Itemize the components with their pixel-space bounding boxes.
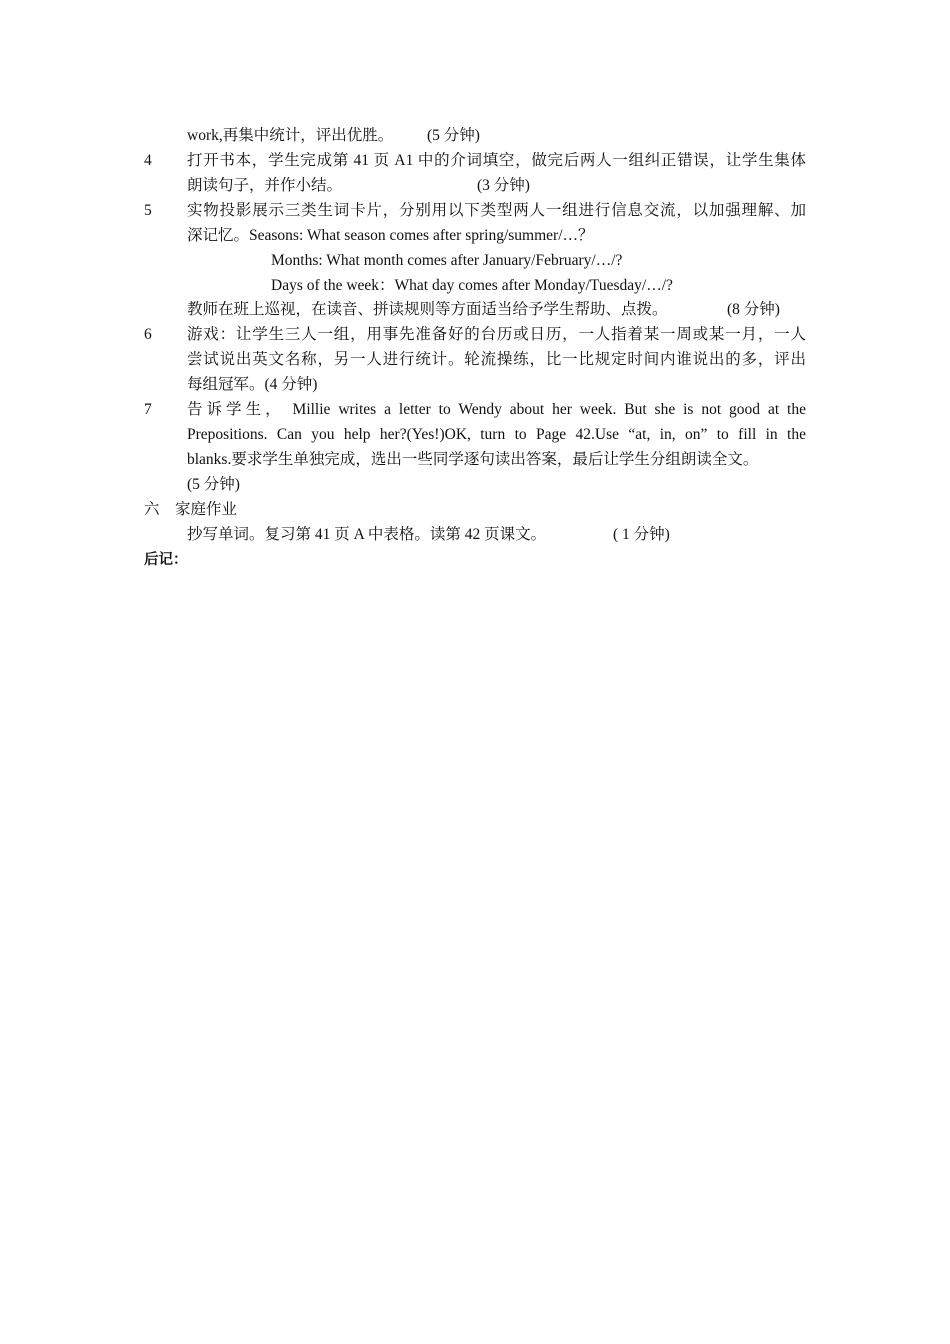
step-5-sub-line-months: Months: What month comes after January/February/…/?	[271, 252, 623, 269]
step-5-note: 教师在班上巡视，在读音、拼读规则等方面适当给予学生帮助、点拨。	[187, 301, 668, 318]
step-7-line-1: 告诉学生， Millie writes a letter to Wendy about her week. But she is not good at the	[187, 401, 806, 418]
step-6-line-1: 游戏：让学生三人一组，用事先准备好的台历或日历，一人指着某一周或某一月，一人	[187, 326, 806, 343]
step-5-sub-line-days: Days of the week：What day comes after Monday/Tuesday/…/?	[271, 277, 673, 294]
step-6-last-line: 每组冠军。(4 分钟)	[187, 376, 318, 393]
homework-time: ( 1 分钟)	[613, 526, 670, 543]
section-number-homework: 六	[144, 501, 160, 518]
step-5-time: (8 分钟)	[727, 301, 780, 318]
step-5-line-1: 实物投影展示三类生词卡片，分别用以下类型两人一组进行信息交流，以加强理解、加	[187, 202, 806, 219]
afterword-label: 后记：	[144, 552, 188, 568]
step-number-4: 4	[144, 152, 152, 169]
homework-text: 抄写单词。复习第 41 页 A 中表格。读第 42 页课文。	[187, 526, 547, 543]
step-number-7: 7	[144, 401, 152, 418]
step-5-last-line: 深记忆。Seasons: What season comes after spring/summer/…？	[187, 227, 594, 244]
step-4-time: (3 分钟)	[477, 177, 530, 194]
continuation-text: work,再集中统计，评出优胜。	[187, 127, 394, 144]
step-4-last-line: 朗读句子，并作小结。	[187, 177, 343, 194]
step-7-line-2: Prepositions. Can you help her?(Yes!)OK, turn to Page 42.Use “at, in, on” to fill in the	[187, 426, 806, 443]
step-number-5: 5	[144, 202, 152, 219]
section-heading-homework: 家庭作业	[175, 501, 238, 518]
step-7-last-line: (5 分钟)	[187, 476, 240, 493]
continuation-time: (5 分钟)	[427, 127, 480, 144]
step-4-line-1: 打开书本，学生完成第 41 页 A1 中的介词填空，做完后两人一组纠正错误，让学生集体	[187, 152, 806, 169]
step-7-line-3: blanks.要求学生单独完成，选出一些同学逐句读出答案，最后让学生分组朗读全文。	[187, 451, 759, 468]
continuation-line	[187, 126, 393, 146]
step-number-6: 6	[144, 326, 152, 343]
step-6-line-2: 尝试说出英文名称，另一人进行统计。轮流操练，比一比规定时间内谁说出的多，评出	[187, 351, 806, 368]
